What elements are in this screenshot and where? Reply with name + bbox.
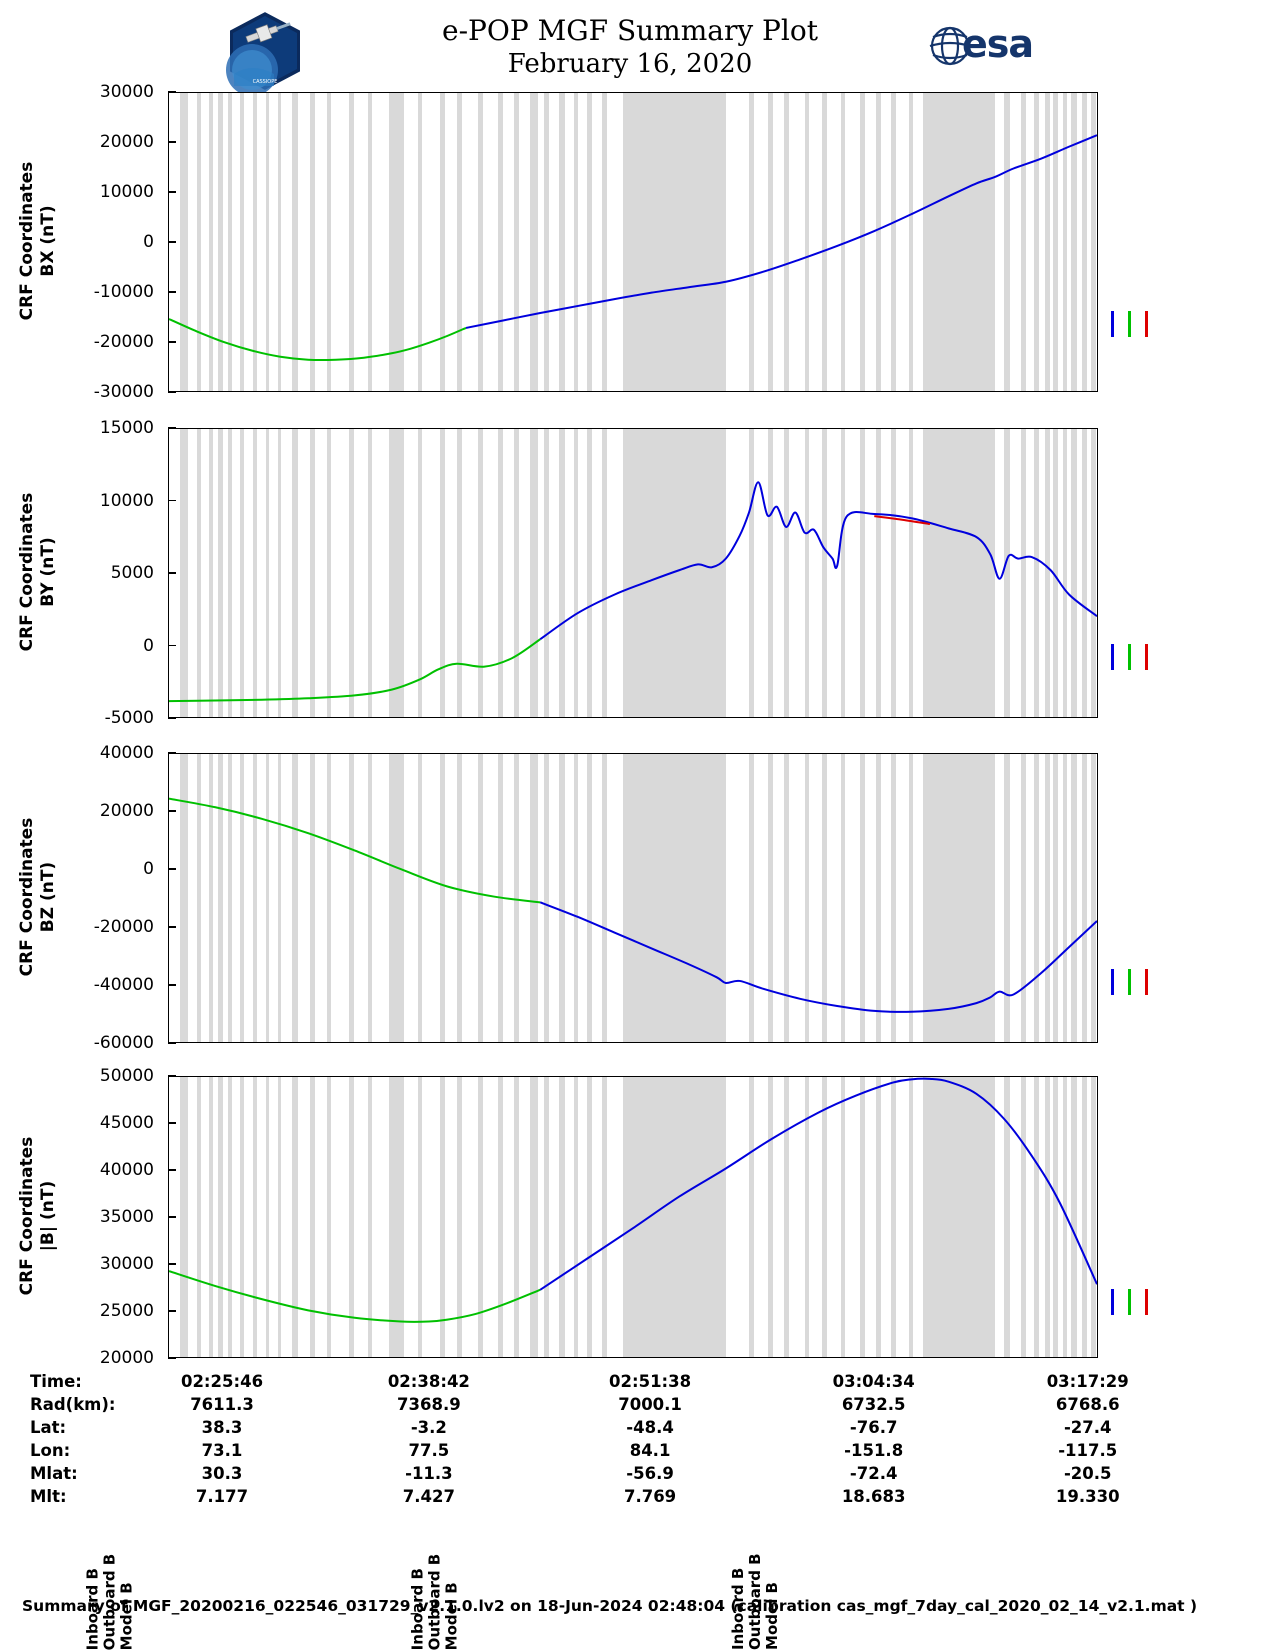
table-cell: -56.9 xyxy=(626,1464,674,1483)
legend-swatch-inboard-b xyxy=(1111,969,1114,995)
y-axis-title-line1: CRF Coordinates xyxy=(17,492,37,652)
table-row xyxy=(30,1485,1190,1508)
table-row xyxy=(30,1393,1190,1416)
legend-swatch-outboard-b xyxy=(1128,1289,1131,1315)
y-tick-label: 25000 xyxy=(99,1301,154,1321)
y-tick-label: 40000 xyxy=(99,1160,154,1180)
y-tick-label: -40000 xyxy=(93,975,154,995)
y-axis-title-line2: BZ (nT) xyxy=(38,861,58,933)
y-tick-label: 45000 xyxy=(99,1113,154,1133)
y-tick-mark xyxy=(168,241,176,243)
series-inboard-b xyxy=(466,135,1097,328)
y-tick-label: -5000 xyxy=(104,708,154,728)
y-tick-mark xyxy=(168,1263,176,1265)
traces-by xyxy=(169,429,1097,717)
ephemeris-table xyxy=(30,1370,1190,1508)
table-cell: -151.8 xyxy=(844,1441,904,1460)
table-cell: 19.330 xyxy=(1055,1487,1120,1506)
y-tick-label: 40000 xyxy=(99,743,154,763)
plot-panel-bx xyxy=(168,92,1098,392)
esa-wordmark: esa xyxy=(962,22,1034,66)
y-tick-label: 10000 xyxy=(99,182,154,202)
table-row xyxy=(30,1370,1190,1393)
legend-swatch-outboard-b xyxy=(1128,311,1131,337)
y-axis-title-line1: CRF Coordinates xyxy=(17,1136,37,1296)
table-cell: -27.4 xyxy=(1063,1418,1112,1437)
y-tick-label: -10000 xyxy=(93,282,154,302)
traces-bz xyxy=(169,754,1097,1042)
table-cell: 7368.9 xyxy=(397,1395,461,1414)
table-cell: 02:51:38 xyxy=(609,1372,692,1391)
table-row-label: Rad(km): xyxy=(30,1395,116,1414)
table-cell: 84.1 xyxy=(629,1441,671,1460)
y-axis-title-line1: CRF Coordinates xyxy=(17,817,37,977)
y-tick-mark xyxy=(168,926,176,928)
table-cell: 7.769 xyxy=(623,1487,677,1506)
plot-panel-bmag xyxy=(168,1076,1098,1358)
legend-swatch-outboard-b xyxy=(1128,644,1131,670)
y-axis-title-bz xyxy=(17,752,59,1042)
y-tick-label: 0 xyxy=(143,232,154,252)
series-outboard-b xyxy=(169,799,540,903)
legend-swatch-model-b xyxy=(1145,311,1148,337)
y-tick-label: 15000 xyxy=(99,418,154,438)
plot-area-bz xyxy=(169,754,1097,1042)
y-tick-mark xyxy=(168,1075,176,1077)
table-cell: -117.5 xyxy=(1058,1441,1118,1460)
table-cell: -48.4 xyxy=(626,1418,674,1437)
traces-bx xyxy=(169,93,1097,391)
y-tick-mark xyxy=(168,1357,176,1359)
table-cell: 03:04:34 xyxy=(832,1372,915,1391)
y-tick-mark xyxy=(168,717,176,719)
y-tick-mark xyxy=(168,868,176,870)
table-cell: -3.2 xyxy=(410,1418,447,1437)
legend-label-model-b: Model B xyxy=(442,1582,461,1650)
table-row-label: Mlt: xyxy=(30,1487,67,1506)
y-tick-mark xyxy=(168,1310,176,1312)
table-cell: 38.3 xyxy=(201,1418,243,1437)
swarm-epop-mission-badge-icon xyxy=(222,8,308,94)
y-tick-label: 30000 xyxy=(99,1254,154,1274)
summary-source-note: Summary of MGF_20200216_022546_031729_v2.1.0.lv2 on 18-Jun-2024 02:48:04 (calibration cas_mgf_7day_cal_2020_02_14_v2.1.mat ) xyxy=(22,1597,1198,1615)
legend-swatch-outboard-b xyxy=(1128,969,1131,995)
series-inboard-b xyxy=(540,902,1097,1012)
y-axis-title-line2: BX (nT) xyxy=(38,205,58,277)
y-tick-mark xyxy=(168,1122,176,1124)
table-cell: 02:25:46 xyxy=(180,1372,264,1391)
legend-label-model-b: Model B xyxy=(117,1582,136,1650)
table-cell: 03:17:29 xyxy=(1046,1372,1129,1391)
table-row xyxy=(30,1462,1190,1485)
y-tick-label: 0 xyxy=(143,859,154,879)
table-cell: 6768.6 xyxy=(1055,1395,1120,1414)
y-tick-label: 50000 xyxy=(99,1066,154,1086)
y-axis-title-line2: BY (nT) xyxy=(38,537,58,607)
y-tick-mark xyxy=(168,391,176,393)
y-tick-label: -20000 xyxy=(93,332,154,352)
table-cell: 7.427 xyxy=(402,1487,455,1506)
y-tick-mark xyxy=(168,500,176,502)
plot-area-bmag xyxy=(169,1077,1097,1357)
y-tick-mark xyxy=(168,191,176,193)
series-outboard-b xyxy=(169,639,540,701)
y-tick-label: -20000 xyxy=(93,917,154,937)
y-tick-mark xyxy=(168,810,176,812)
y-tick-label: 35000 xyxy=(99,1207,154,1227)
legend-label-inboard-b: Inboard B xyxy=(729,1567,748,1650)
y-tick-mark xyxy=(168,141,176,143)
y-tick-label: 5000 xyxy=(110,563,154,583)
y-axis-title-by xyxy=(17,427,59,717)
table-cell: 18.683 xyxy=(841,1487,906,1506)
plot-panel-bz xyxy=(168,753,1098,1043)
title-main: e-POP MGF Summary Plot xyxy=(442,14,818,47)
legend-swatch-inboard-b xyxy=(1111,644,1114,670)
y-tick-label: -30000 xyxy=(93,382,154,402)
page-header xyxy=(0,0,1275,92)
y-tick-label: 10000 xyxy=(99,490,154,511)
traces-bmag xyxy=(169,1077,1097,1357)
plot-area-by xyxy=(169,429,1097,717)
y-tick-mark xyxy=(168,1169,176,1171)
svg-text:CASSIOPE: CASSIOPE xyxy=(252,79,278,85)
legend-label-inboard-b: Inboard B xyxy=(83,1567,102,1650)
series-outboard-b xyxy=(169,1271,540,1322)
legend-label-outboard-b: Outboard B xyxy=(425,1553,444,1650)
y-tick-mark xyxy=(168,1042,176,1044)
plot-area-bx xyxy=(169,93,1097,391)
y-tick-label: 0 xyxy=(143,635,154,656)
plot-panel-by xyxy=(168,428,1098,718)
y-tick-mark xyxy=(168,341,176,343)
table-row xyxy=(30,1439,1190,1462)
table-row-label: Time: xyxy=(30,1372,82,1391)
y-tick-mark xyxy=(168,984,176,986)
legend-swatch-model-b xyxy=(1145,644,1148,670)
table-cell: 7611.3 xyxy=(190,1395,254,1414)
table-row-label: Lon: xyxy=(30,1441,71,1460)
table-cell: 77.5 xyxy=(408,1441,450,1460)
title-date: February 16, 2020 xyxy=(507,49,753,79)
series-inboard-b xyxy=(540,482,1097,639)
table-cell: 30.3 xyxy=(201,1464,243,1483)
table-cell: 7000.1 xyxy=(618,1395,682,1414)
legend-swatch-inboard-b xyxy=(1111,1289,1114,1315)
table-cell: 02:38:42 xyxy=(387,1372,470,1391)
y-tick-mark xyxy=(168,1216,176,1218)
series-inboard-b xyxy=(540,1079,1097,1290)
y-tick-label: 20000 xyxy=(99,132,154,152)
table-cell: -20.5 xyxy=(1063,1464,1112,1483)
table-row xyxy=(30,1416,1190,1439)
table-row-label: Mlat: xyxy=(30,1464,78,1483)
page-title xyxy=(330,14,930,80)
table-row-label: Lat: xyxy=(30,1418,67,1437)
table-cell: 73.1 xyxy=(201,1441,243,1460)
legend-swatch-model-b xyxy=(1145,1289,1148,1315)
y-axis-title-line2: |B| (nT) xyxy=(38,1180,58,1252)
table-cell: 7.177 xyxy=(195,1487,249,1506)
legend-swatch-inboard-b xyxy=(1111,311,1114,337)
legend-swatch-model-b xyxy=(1145,969,1148,995)
y-axis-title-bx xyxy=(17,91,59,391)
y-axis-title-line1: CRF Coordinates xyxy=(17,161,37,321)
y-tick-mark xyxy=(168,752,176,754)
legend-label-inboard-b: Inboard B xyxy=(408,1567,427,1650)
y-tick-label: -60000 xyxy=(93,1033,154,1053)
table-cell: -11.3 xyxy=(405,1464,453,1483)
table-cell: -72.4 xyxy=(849,1464,898,1483)
legend-label-model-b: Model B xyxy=(763,1582,782,1650)
y-tick-label: 20000 xyxy=(99,801,154,821)
y-tick-label: 20000 xyxy=(99,1348,154,1368)
series-outboard-b xyxy=(169,319,466,360)
legend-label-outboard-b: Outboard B xyxy=(100,1553,119,1650)
table-cell: 6732.5 xyxy=(841,1395,906,1414)
y-tick-mark xyxy=(168,572,176,574)
y-tick-mark xyxy=(168,91,176,93)
y-tick-label: 30000 xyxy=(99,82,154,102)
y-tick-mark xyxy=(168,427,176,429)
y-tick-mark xyxy=(168,291,176,293)
y-tick-mark xyxy=(168,645,176,647)
legend-label-outboard-b: Outboard B xyxy=(746,1553,765,1650)
y-axis-title-bmag xyxy=(17,1075,59,1357)
table-cell: -76.7 xyxy=(849,1418,898,1437)
